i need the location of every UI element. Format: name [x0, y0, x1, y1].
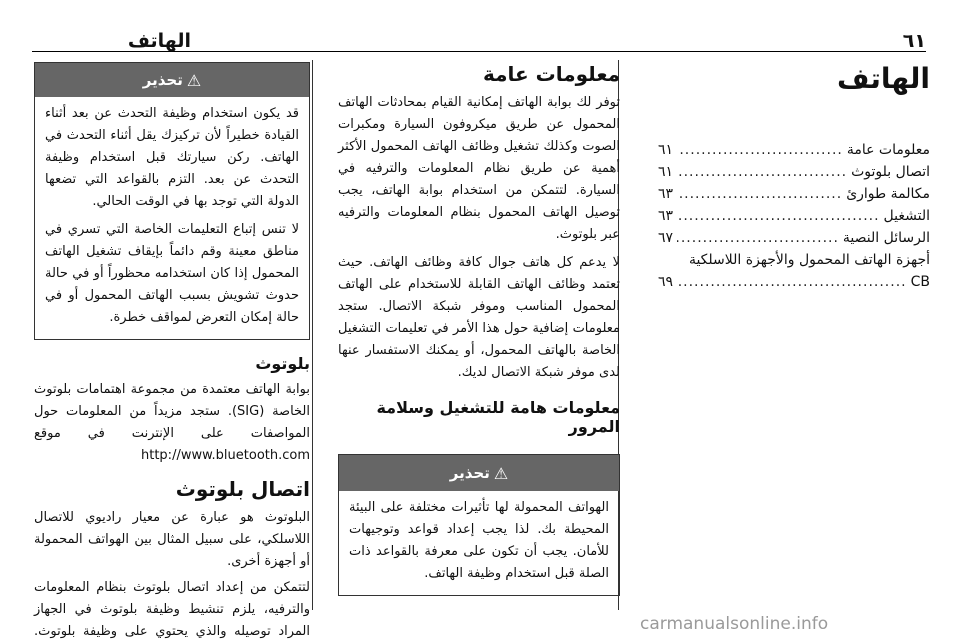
section-heading: اتصال بلوتوث [175, 477, 310, 501]
page-header [32, 12, 926, 52]
chapter-title: الهاتف [837, 62, 930, 95]
table-of-contents [658, 139, 930, 293]
general-info-section [338, 62, 620, 596]
toc-item[interactable]: اتصال بلوتوث ..... ٦١ [658, 161, 930, 183]
toc-item[interactable]: أجهزة الهاتف المحمول والأجهزة اللاسلكية CB ..... ٦٩ [658, 249, 930, 293]
header-title: الهاتف [127, 30, 191, 52]
warning-text: لا تنس إتباع التعليمات الخاصة التي تسري في مناطق معينة وقم دائماً بإيقاف تشغيل الهاتف المحمول إذا كان استخدامه محظوراً أو في حالة حدوث تشويش بسبب الهاتف المحمول أو في حالة إمكان التعرض لمواقف خطرة. [45, 222, 299, 325]
warning-text: قد يكون استخدام وظيفة التحدث عن بعد أثناء القيادة خطيراً لأن تركيزك يقل أثناء التحدث في الهاتف. ركن سيارتك قبل استخدام وظيفة التحدث عن بعد. التزم بالقواعد التي تضعها الدولة التي توجد بها في الوقت الحالي. [45, 106, 299, 209]
page-number: ٦١ [902, 30, 926, 52]
toc-item[interactable]: التشغيل ..... ٦٣ [658, 205, 930, 227]
section-heading: معلومات عامة [482, 62, 620, 86]
warning-header: ⚠ تحذير [339, 455, 619, 491]
warning-triangle-icon: ⚠ [493, 463, 509, 483]
section-heading: بلوتوث [255, 354, 310, 373]
warning-text: الهواتف المحمولة لها تأثيرات مختلفة على البيئة المحيطة بك. لذا يجب إعداد قواعد وتوجيهات للأمان. يجب أن تكون على معرفة بالقواعد ذات الصلة قبل استخدام وظيفة الهاتف. [349, 500, 609, 581]
toc-item[interactable]: الرسائل النصية ..... ٦٧ [658, 227, 930, 249]
paragraph: بوابة الهاتف معتمدة من مجموعة اهتمامات بلوتوث الخاصة (SIG). ستجد مزيداً من المعلومات حول المواصفات على الإنترنت في موقع http://www.bluetooth.com [34, 382, 311, 463]
subsection-heading: معلومات هامة للتشغيل وسلامة المرور [376, 398, 620, 436]
paragraph: البلوتوث هو عبارة عن معيار راديوي للاتصال اللاسلكي، على سبيل المثال بين الهواتف المحمولة أو أجهزة أخرى. [34, 510, 310, 569]
watermark: carmanualsonline.info [640, 614, 829, 634]
warning-triangle-icon: ⚠ [186, 70, 202, 90]
warning-header: ⚠ تحذير [35, 63, 309, 97]
toc-item[interactable]: معلومات عامة ..... ٦١ [658, 139, 930, 161]
column-divider-left [312, 60, 313, 610]
paragraph: توفر لك بوابة الهاتف إمكانية القيام بمحادثات الهاتف المحمول عن طريق ميكروفون السيارة ومكبرات الصوت وكذلك تشغيل وظائف الهاتف المحمول الأكثر أهمية عن طريق نظام المعلومات والترفيه في السيارة. لتتمكن من استخدام بوابة الهاتف، يجب توصيل الهاتف المحمول بنظام المعلومات والترفيه عبر بلوتوث. [338, 95, 620, 242]
paragraph: لتتمكن من إعداد اتصال بلوتوث بنظام المعلومات والترفيه، يلزم تنشيط وظيفة بلوتوث في الجهاز المراد توصيله والذي يحتوي على وظيفة بلوتوث. [34, 580, 310, 639]
toc-item[interactable]: مكالمة طوارئ ..... ٦٣ [658, 183, 930, 205]
paragraph: لا يدعم كل هاتف جوال كافة وظائف الهاتف. حيث تعتمد وظائف الهاتف القابلة للاستخدام على الهاتف المحمول المناسب وموفر شبكة الاتصال. ستجد معلومات إضافية حول هذا الأمر في تعليمات التشغيل الخاصة بالهاتف المحمول، أو يمكنك الاستفسار عنها لدى موفر شبكة الاتصال لديك. [338, 255, 620, 380]
warning-box [338, 454, 620, 596]
bluetooth-section [34, 62, 310, 642]
chapter-contents [658, 62, 930, 293]
warning-box [34, 62, 310, 340]
